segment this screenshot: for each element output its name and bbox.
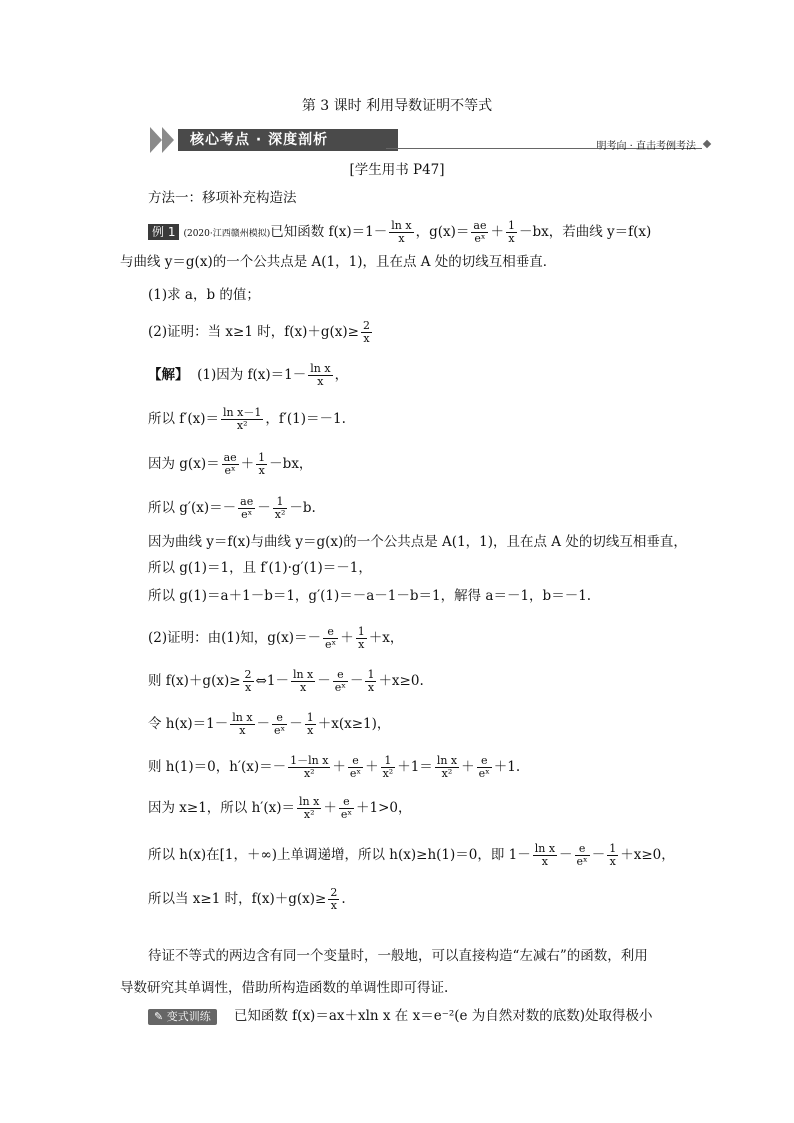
banner-label: 核心考点 · 深度剖析 — [178, 129, 398, 151]
solution-line-14: 所以当 x≥1 时，f(x)＋g(x)≥ $\frac{2}{x}$ . — [148, 886, 346, 912]
solution-line-1: 【解】 (1)因为 f(x)＝1－ $\frac{\text{ln x}}{x}$ ， — [148, 362, 349, 388]
fraction: $\frac{\text{ln x}}{x}$ — [232, 711, 253, 737]
pencil-icon: ✎ — [154, 1010, 164, 1023]
fraction: $\frac{1}{\text{x²}}$ — [274, 495, 286, 521]
solution-line-3: 因为 g(x)＝ $\frac{ae}{\text{eˣ}}$ ＋ $\frac{1}{x}$ －bx， — [148, 451, 313, 477]
variant-text: 已知函数 f(x)＝ax＋xln x 在 x＝e⁻²(e 为自然对数的底数)处取得极小 — [233, 1008, 653, 1024]
solution-line-8: (2)证明：由(1)知，g(x)＝－ $\frac{e}{\text{eˣ}}$ ＋ $\frac{1}{x}$ ＋x， — [148, 625, 404, 651]
fraction: $\frac{1}{x}$ — [507, 219, 515, 245]
section-banner — [150, 127, 710, 155]
fraction: $\frac{2}{x}$ — [330, 886, 338, 912]
fraction: $\frac{1}{x}$ — [306, 711, 314, 737]
fraction: $\frac{\text{ln x}}{x}$ — [310, 362, 331, 388]
fraction: $\frac{1}{x}$ — [367, 668, 375, 694]
stem-text: 已知函数 f(x)＝1－ — [270, 224, 388, 240]
stem-text: ，g(x)＝ — [415, 224, 470, 240]
fraction: $\frac{ae}{\text{eˣ}}$ — [473, 219, 487, 245]
fraction: $\frac{1}{\text{x²}}$ — [382, 754, 394, 780]
summary-line-2: 导数研究其单调性，借助所构造函数的单调性即可得证. — [120, 980, 449, 996]
stem-text: ＋ — [490, 224, 504, 240]
solution-line-11: 则 h(1)＝0，h′(x)＝－ $\frac{\text{1－ln x}}{\text{x²}}$ ＋ $\frac{e}{\text{eˣ}}$ ＋ $\frac{1}{\text{x²}}$ ＋1＝ $\frac{\text{ln x}}{\text{x²}}$ ＋ $\frac{e}{\text{eˣ}}$ ＋1. — [148, 754, 521, 780]
fraction: $\frac{\text{ln x}}{x}$ — [292, 668, 314, 694]
fraction: $\frac{e}{\text{eˣ}}$ — [334, 668, 346, 694]
banner-subtitle: 明考向 · 直击考例考法 — [596, 141, 696, 152]
solution-line-10: 令 h(x)＝1－ $\frac{\text{ln x}}{x}$ － $\frac{e}{\text{eˣ}}$ － $\frac{1}{x}$ ＋x(x≥1)， — [148, 711, 391, 737]
question-1: (1)求 a，b 的值； — [148, 287, 260, 303]
example-stem-line1 — [148, 220, 651, 245]
example-tag: 例 1 — [148, 224, 179, 240]
fraction: $\frac{2}{x}$ — [362, 319, 370, 345]
fraction: $\frac{1}{x}$ — [609, 842, 617, 868]
solution-line-6: 所以 g(1)＝1，且 f′(1)·g′(1)＝－1， — [148, 560, 372, 576]
summary-line-1: 待证不等式的两边含有同一个变量时，一般地，可以直接构造“左减右”的函数，利用 — [148, 948, 648, 964]
solution-label: 【解】 — [148, 367, 189, 383]
solution-line-4: 所以 g′(x)＝－ $\frac{ae}{\text{eˣ}}$ － $\frac{1}{\text{x²}}$ －b. — [148, 495, 316, 521]
variant-tag: ✎ 变式训练 — [148, 1009, 217, 1025]
fraction: $\frac{\text{ln x－1}}{\text{x²}}$ — [223, 406, 262, 432]
diamond-icon — [703, 140, 711, 148]
fraction: $\frac{\text{ln x}}{\text{x²}}$ — [299, 795, 320, 821]
page-title: 第 3 课时 利用导数证明不等式 — [301, 98, 493, 114]
solution-line-13: 所以 h(x)在[1，＋∞)上单调递增，所以 h(x)≥h(1)＝0，即 1－ $\frac{\text{ln x}}{x}$ － $\frac{e}{\text{eˣ}}$ － $\frac{1}{x}$ ＋x≥0， — [148, 842, 675, 868]
fraction: $\frac{e}{\text{eˣ}}$ — [576, 842, 588, 868]
solution-line-7: 所以 g(1)＝a＋1－b＝1，g′(1)＝－a－1－b＝1，解得 a＝－1，b＝－1. — [148, 588, 592, 604]
fraction: $\frac{e}{\text{eˣ}}$ — [478, 754, 490, 780]
fraction: $\frac{ae}{\text{eˣ}}$ — [223, 451, 237, 477]
fraction: $\frac{e}{\text{eˣ}}$ — [274, 711, 286, 737]
method-heading: 方法一：移项补充构造法 — [148, 190, 297, 206]
example-stem-line2: 与曲线 y＝g(x)的一个公共点是 A(1，1)，且在点 A 处的切线互相垂直． — [120, 254, 557, 270]
fraction: $\frac{e}{\text{eˣ}}$ — [325, 625, 337, 651]
fraction: $\frac{e}{\text{eˣ}}$ — [340, 795, 352, 821]
solution-line-5: 因为曲线 y＝f(x)与曲线 y＝g(x)的一个公共点是 A(1，1)，且在点 A 处的切线互相垂直， — [148, 534, 687, 550]
solution-line-9: 则 f(x)＋g(x)≥ $\frac{2}{x}$ ⇔1－ $\frac{\text{ln x}}{x}$ － $\frac{e}{\text{eˣ}}$ － $\frac{1}{x}$ ＋x≥0. — [148, 668, 424, 694]
fraction: $\frac{\text{ln x}}{\text{x²}}$ — [436, 754, 458, 780]
fraction: $\frac{\text{ln x}}{x}$ — [391, 219, 412, 245]
solution-line-2: 所以 f′(x)＝ $\frac{\text{ln x－1}}{\text{x²}}$ ，f′(1)＝－1. — [148, 406, 346, 432]
fraction: $\frac{2}{x}$ — [244, 668, 252, 694]
fraction: $\frac{e}{\text{eˣ}}$ — [349, 754, 362, 780]
example-source: (2020·江西赣州模拟) — [183, 229, 271, 239]
stem-text: －bx，若曲线 y＝f(x) — [518, 224, 652, 240]
chevron-icon — [162, 127, 174, 153]
chevron-icon — [150, 127, 162, 153]
fraction: $\frac{\text{1－ln x}}{\text{x²}}$ — [290, 754, 329, 780]
variant-line — [148, 1006, 653, 1026]
fraction: $\frac{\text{ln x}}{x}$ — [534, 842, 556, 868]
fraction: $\frac{1}{x}$ — [357, 625, 365, 651]
fraction: $\frac{1}{x}$ — [258, 451, 266, 477]
solution-line-12: 因为 x≥1，所以 h′(x)＝ $\frac{\text{ln x}}{\text{x²}}$ ＋ $\frac{e}{\text{eˣ}}$ ＋1>0， — [148, 795, 412, 821]
question-2: (2)证明：当 x≥1 时，f(x)＋g(x)≥ $\frac{2}{x}$ — [148, 319, 370, 345]
book-reference: [学生用书 P47] — [349, 162, 445, 178]
fraction: $\frac{ae}{\text{eˣ}}$ — [240, 495, 254, 521]
